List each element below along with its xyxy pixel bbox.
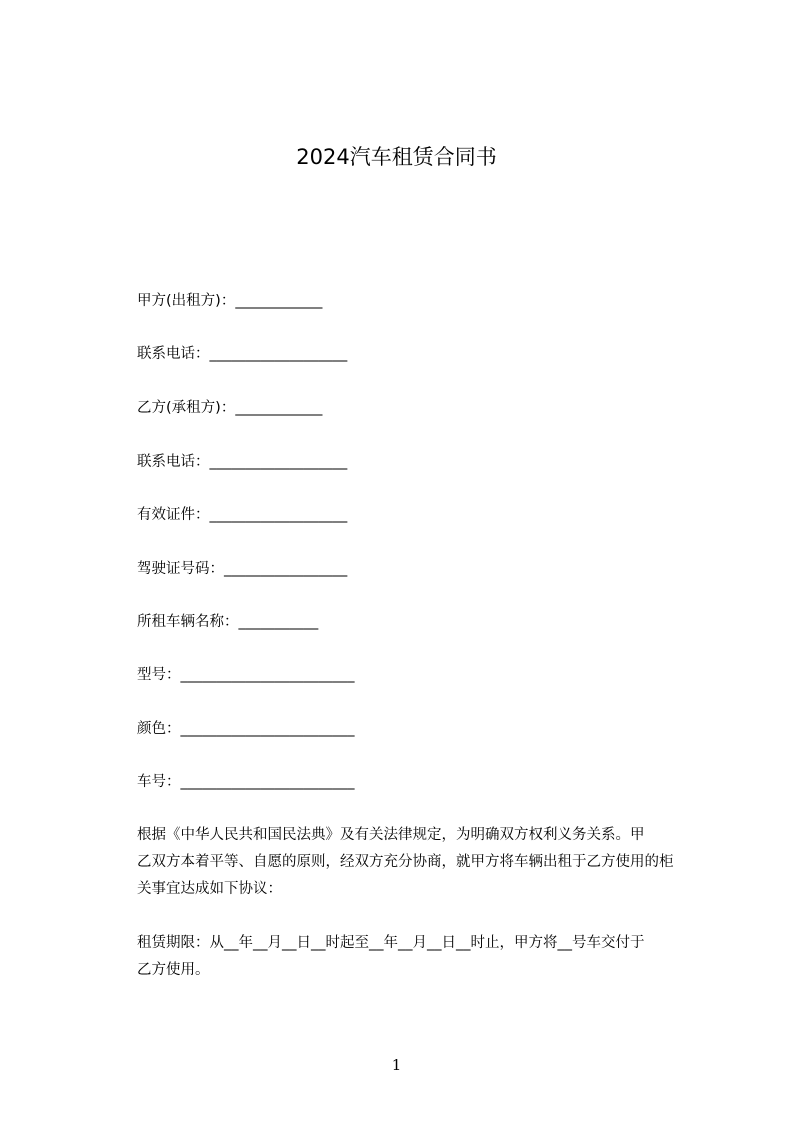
- lessee-field: 乙方(承租方)：____________: [137, 400, 323, 416]
- lessor-phone-field: 联系电话：___________________: [137, 346, 348, 362]
- document-title: 2024汽车租赁合同书: [296, 145, 497, 169]
- page-number: 1: [391, 1056, 402, 1074]
- vehicle-name-field: 所租车辆名称：___________: [137, 614, 319, 630]
- intro-paragraph-line-2: 乙双方本着平等、自愿的原则，经双方充分协商，就甲方将车辆出租于乙方使用的柜: [137, 854, 674, 870]
- intro-paragraph-line-3: 关事宜达成如下协议：: [137, 881, 282, 897]
- plate-number-field: 车号：________________________: [137, 774, 355, 790]
- id-document-field: 有效证件：___________________: [137, 507, 348, 523]
- license-number-field: 驾驶证号码：_________________: [137, 561, 348, 577]
- term-paragraph-line-1: 租赁期限：从__年__月__日__时起至__年__月__日__时止，甲方将__号车交付于: [137, 935, 645, 951]
- intro-paragraph-line-1: 根据《中华人民共和国民法典》及有关法律规定，为明确双方权利义务关系。甲: [137, 827, 645, 843]
- color-field: 颜色：________________________: [137, 721, 355, 737]
- lessee-phone-field: 联系电话：___________________: [137, 454, 348, 470]
- model-field: 型号：________________________: [137, 667, 355, 683]
- lessor-field: 甲方(出租方)：____________: [137, 293, 323, 309]
- term-paragraph-line-2: 乙方使用。: [137, 962, 210, 978]
